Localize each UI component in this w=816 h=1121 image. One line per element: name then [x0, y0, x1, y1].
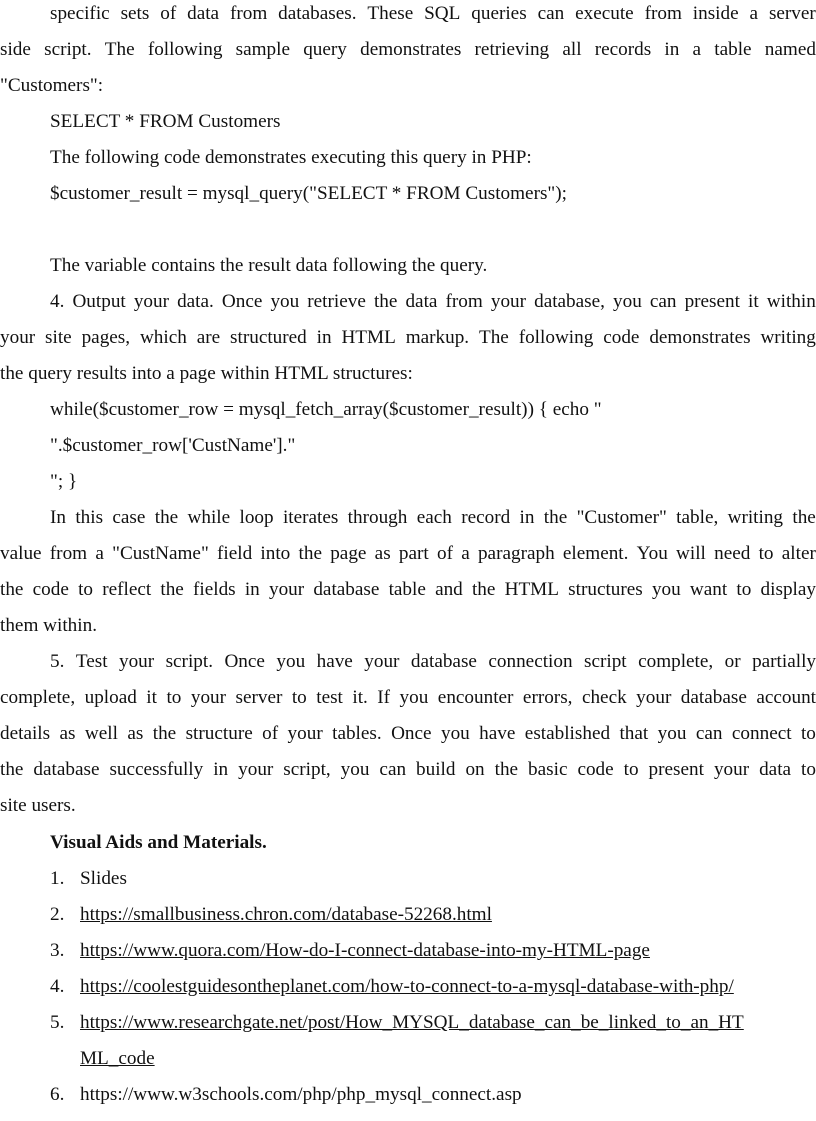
list-number: 3. [50, 940, 65, 961]
text-line: specific sets of data from databases. These SQL queries can execute from inside a server [50, 3, 816, 24]
list-number: 5. [50, 1012, 65, 1033]
code-line: while($customer_row = mysql_fetch_array($customer_result)) { echo " [50, 399, 602, 420]
section-heading: Visual Aids and Materials. [50, 832, 267, 853]
text-line: the query results into a page within HTML structures: [0, 363, 413, 384]
list-number: 1. [50, 868, 65, 889]
text-line: "Customers": [0, 75, 104, 96]
reference-link[interactable]: https://smallbusiness.chron.com/database-52268.html [80, 904, 492, 925]
text-line: The variable contains the result data following the query. [50, 255, 488, 276]
code-line: SELECT * FROM Customers [50, 111, 281, 132]
list-item: Slides [80, 868, 127, 889]
text-line: details as well as the structure of your tables. Once you have established that you can connect to [0, 723, 816, 744]
text-line: 4. Output your data. Once you retrieve the data from your database, you can present it within [50, 291, 816, 312]
list-number: 2. [50, 904, 65, 925]
code-line: $customer_result = mysql_query("SELECT * FROM Customers"); [50, 183, 567, 204]
text-line: your site pages, which are structured in HTML markup. The following code demonstrates writing [0, 327, 816, 348]
reference-link-continuation[interactable]: ML_code [80, 1048, 155, 1069]
text-line: The following code demonstrates executing this query in PHP: [50, 147, 532, 168]
text-line: 5. Test your script. Once you have your database connection script complete, or partially [50, 651, 816, 672]
text-line: the database successfully in your script, you can build on the basic code to present your data to [0, 759, 816, 780]
code-line: "; } [50, 471, 78, 492]
reference-link[interactable]: https://www.researchgate.net/post/How_MYSQL_database_can_be_linked_to_an_HT [80, 1012, 744, 1033]
reference-link[interactable]: https://www.quora.com/How-do-I-connect-database-into-my-HTML-page [80, 940, 650, 961]
list-number: 6. [50, 1084, 65, 1105]
text-line: In this case the while loop iterates through each record in the "Customer" table, writing the [50, 507, 816, 528]
text-line: value from a "CustName" field into the page as part of a paragraph element. You will need to alter [0, 543, 816, 564]
code-line: ".$customer_row['CustName']." [50, 435, 296, 456]
text-line: them within. [0, 615, 97, 636]
list-item: https://www.w3schools.com/php/php_mysql_connect.asp [80, 1084, 522, 1105]
list-number: 4. [50, 976, 65, 997]
text-line: side script. The following sample query demonstrates retrieving all records in a table named [0, 39, 816, 60]
text-line: complete, upload it to your server to test it. If you encounter errors, check your database account [0, 687, 816, 708]
text-line: site users. [0, 795, 76, 816]
reference-link[interactable]: https://coolestguidesontheplanet.com/how-to-connect-to-a-mysql-database-with-php/ [80, 976, 734, 997]
text-line: the code to reflect the fields in your database table and the HTML structures you want to display [0, 579, 816, 600]
